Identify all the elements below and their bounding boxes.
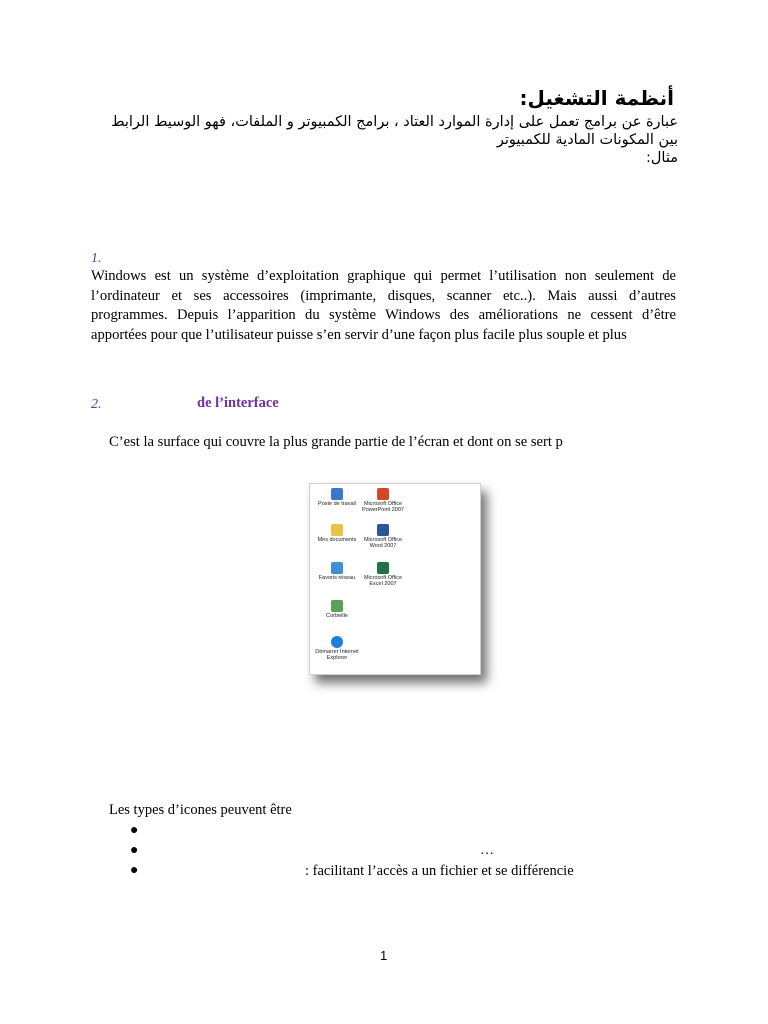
desktop-icon-label: Microsoft Office PowerPoint 2007: [362, 501, 404, 513]
desktop-icon-2: [312, 524, 362, 543]
icon-types-intro: Les types d’icones peuvent être: [109, 802, 292, 818]
internet-explorer-icon: [331, 636, 343, 648]
bullet-1: ●: [130, 823, 139, 838]
desktop-icon-label: Poste de travail: [318, 501, 356, 507]
desktop-icon-label: Démarrer Internet Explorer: [315, 649, 359, 661]
desktop-icon-label: Corbeille: [326, 613, 348, 619]
arabic-example-label: مثال:: [646, 150, 678, 166]
desktop-icon-5: [358, 562, 408, 587]
computer-icon: [331, 488, 343, 500]
desktop-icon-7: [312, 636, 362, 661]
bullet-2: ●: [130, 843, 139, 858]
section1-paragraph: Windows est un système d’exploitation graphique qui permet l’utilisation non seulement de l’ordinateur et ses accessoires (imprimante, disques, scanner etc..). Mais aussi d’autres programmes. Depuis l’apparition du système Windows des améliorations ne cessent d’être apportées pour que l’utilisateur puisse s’en servir d’une façon plus facile plus souple et plus: [91, 268, 676, 343]
excel-icon: [377, 562, 389, 574]
desktop-icon-1: [358, 488, 408, 513]
page-number: 1: [380, 948, 388, 963]
documents-folder-icon: [331, 524, 343, 536]
desktop-icon-3: [358, 524, 408, 549]
desktop-icon-0: [312, 488, 362, 507]
arabic-title: أنظمة التشغيل:: [519, 86, 674, 110]
section2-title: de l’interface: [197, 395, 279, 411]
desktop-icon-label: Favoris réseau: [318, 575, 356, 581]
desktop-icon-4: [312, 562, 362, 581]
bullet-2-text: …: [480, 843, 494, 858]
desktop-icon-label: Mes documents: [317, 537, 357, 543]
desktop-icon-label: Microsoft Office Word 2007: [363, 537, 403, 549]
network-icon: [331, 562, 343, 574]
arabic-definition: عبارة عن برامج تعمل على إدارة الموارد العتاد ، برامج الكمبيوتر و الملفات، فهو الوسيط الرابط بين المكونات المادية للكمبيوتر: [111, 114, 678, 148]
bullet-3-text: : facilitant l’accès a un fichier et se différencie: [305, 863, 574, 879]
recycle-bin-icon: [331, 600, 343, 612]
desktop-screenshot: [309, 483, 481, 675]
powerpoint-icon: [377, 488, 389, 500]
section1-number: 1.: [91, 251, 102, 266]
bullet-3: ●: [130, 863, 139, 878]
desktop-icon-label: Microsoft Office Excel 2007: [363, 575, 403, 587]
section2-paragraph: C’est la surface qui couvre la plus grande partie de l’écran et dont on se sert p: [109, 434, 563, 450]
section2-number: 2.: [91, 397, 102, 412]
desktop-icon-6: [312, 600, 362, 619]
word-icon: [377, 524, 389, 536]
